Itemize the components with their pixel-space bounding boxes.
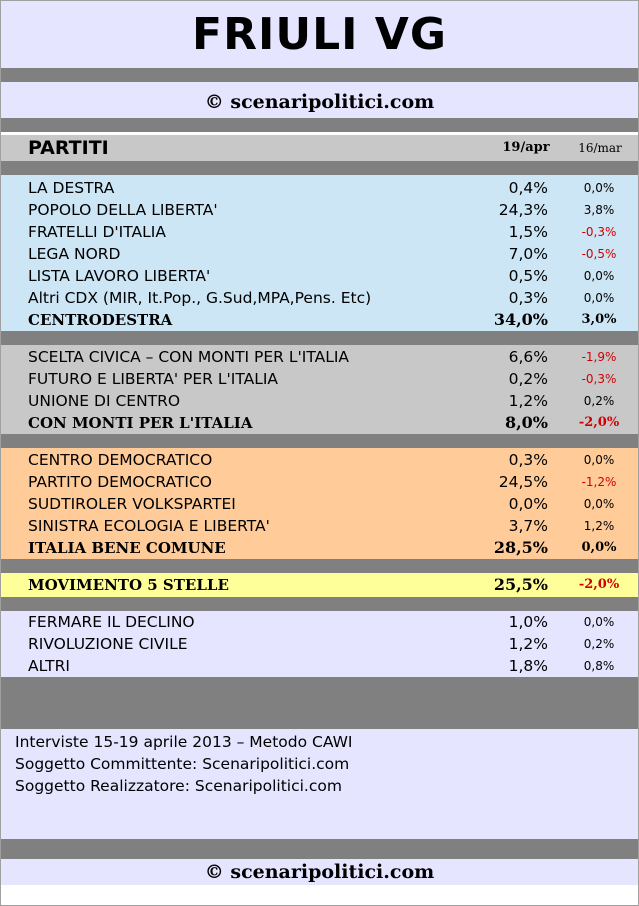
party-name: FUTURO E LIBERTA' PER L'ITALIA xyxy=(28,370,279,388)
party-change: 0,8% xyxy=(583,659,615,673)
table-row xyxy=(0,265,639,287)
party-change: 0,0% xyxy=(583,615,615,629)
separator-bar xyxy=(0,839,639,859)
note-line: Soggetto Realizzatore: Scenaripolitici.com xyxy=(15,777,342,795)
note-line: Interviste 15-19 aprile 2013 – Metodo CAWI xyxy=(15,733,353,751)
party-name: ALTRI xyxy=(28,657,70,675)
bottom-margin xyxy=(0,885,639,906)
coalition-value: 8,0% xyxy=(504,413,548,432)
coalition-name: CENTRODESTRA xyxy=(28,311,173,329)
coalition-name: CON MONTI PER L'ITALIA xyxy=(28,414,253,432)
group-others xyxy=(0,611,639,677)
separator-block xyxy=(0,677,639,729)
party-change: 0,0% xyxy=(583,291,615,305)
coalition-change: -2,0% xyxy=(578,415,620,430)
party-name: LEGA NORD xyxy=(28,245,121,263)
table-header xyxy=(0,135,639,161)
party-name: Altri CDX (MIR, It.Pop., G.Sud,MPA,Pens. Etc) xyxy=(28,289,372,307)
party-value: 1,2% xyxy=(508,392,548,410)
party-value: 0,3% xyxy=(508,289,548,307)
coalition-total-row xyxy=(0,537,639,559)
party-value: 6,6% xyxy=(508,348,548,366)
table-row xyxy=(0,449,639,471)
coalition-name: ITALIA BENE COMUNE xyxy=(28,539,226,557)
party-change: -0,3% xyxy=(581,225,617,239)
coalition-total-row xyxy=(0,574,639,596)
table-row xyxy=(0,346,639,368)
party-name: POPOLO DELLA LIBERTA' xyxy=(28,201,218,219)
separator-bar xyxy=(0,434,639,448)
group-italia-bene-comune xyxy=(0,448,639,559)
party-change: 0,0% xyxy=(583,269,615,283)
group-m5s xyxy=(0,573,639,597)
coalition-total-row xyxy=(0,309,639,331)
table-row xyxy=(0,177,639,199)
table-row xyxy=(0,368,639,390)
table-row xyxy=(0,655,639,677)
site-credit-bottom: © scenaripolitici.com xyxy=(0,859,639,885)
table-row xyxy=(0,243,639,265)
party-value: 1,8% xyxy=(508,657,548,675)
party-name: FERMARE IL DECLINO xyxy=(28,613,195,631)
coalition-change: 0,0% xyxy=(581,540,617,555)
party-name: LISTA LAVORO LIBERTA' xyxy=(28,267,211,285)
column-header-previous-date: 16/mar xyxy=(578,141,622,155)
party-change: 0,2% xyxy=(583,394,615,408)
coalition-change: -2,0% xyxy=(578,577,620,592)
separator-bar xyxy=(0,559,639,573)
party-change: -0,5% xyxy=(581,247,617,261)
party-change: 0,0% xyxy=(583,453,615,467)
table-row xyxy=(0,199,639,221)
party-change: 0,0% xyxy=(583,181,615,195)
party-change: 0,2% xyxy=(583,637,615,651)
methodology-notes xyxy=(0,729,639,839)
party-value: 3,7% xyxy=(508,517,548,535)
separator-bar xyxy=(0,331,639,345)
table-row xyxy=(0,390,639,412)
site-credit-top: © scenaripolitici.com xyxy=(0,82,639,118)
party-name: SUDTIROLER VOLKSPARTEI xyxy=(28,495,236,513)
party-value: 1,5% xyxy=(508,223,548,241)
coalition-name: MOVIMENTO 5 STELLE xyxy=(28,576,229,594)
party-name: SINISTRA ECOLOGIA E LIBERTA' xyxy=(28,517,270,535)
column-header-current-date: 19/apr xyxy=(502,140,550,155)
party-change: -1,2% xyxy=(581,475,617,489)
table-row xyxy=(0,633,639,655)
table-row xyxy=(0,611,639,633)
group-monti xyxy=(0,345,639,434)
separator-bar xyxy=(0,68,639,82)
party-value: 1,2% xyxy=(508,635,548,653)
note-line: Soggetto Committente: Scenaripolitici.com xyxy=(15,755,350,773)
party-name: CENTRO DEMOCRATICO xyxy=(28,451,213,469)
separator-bar xyxy=(0,597,639,611)
table-row xyxy=(0,493,639,515)
table-row xyxy=(0,221,639,243)
party-value: 0,5% xyxy=(508,267,548,285)
coalition-change: 3,0% xyxy=(581,312,617,327)
party-value: 24,3% xyxy=(498,201,548,219)
separator-bar xyxy=(0,118,639,132)
party-value: 1,0% xyxy=(508,613,548,631)
party-value: 0,3% xyxy=(508,451,548,469)
party-value: 7,0% xyxy=(508,245,548,263)
coalition-value: 25,5% xyxy=(493,575,548,594)
party-value: 0,4% xyxy=(508,179,548,197)
party-change: -0,3% xyxy=(581,372,617,386)
party-value: 24,5% xyxy=(498,473,548,491)
party-name: SCELTA CIVICA – CON MONTI PER L'ITALIA xyxy=(28,348,350,366)
table-row xyxy=(0,515,639,537)
region-title: FRIULI VG xyxy=(0,0,639,68)
party-name: LA DESTRA xyxy=(28,179,115,197)
party-change: -1,9% xyxy=(581,350,617,364)
column-header-parties: PARTITI xyxy=(28,137,109,159)
party-change: 3,8% xyxy=(583,203,615,217)
coalition-value: 28,5% xyxy=(493,538,548,557)
table-row xyxy=(0,287,639,309)
party-change: 1,2% xyxy=(583,519,615,533)
party-value: 0,2% xyxy=(508,370,548,388)
separator-bar xyxy=(0,161,639,175)
party-name: FRATELLI D'ITALIA xyxy=(28,223,166,241)
coalition-value: 34,0% xyxy=(493,310,548,329)
party-value: 0,0% xyxy=(508,495,548,513)
party-name: PARTITO DEMOCRATICO xyxy=(28,473,212,491)
party-change: 0,0% xyxy=(583,497,615,511)
group-centrodestra xyxy=(0,175,639,331)
party-name: RIVOLUZIONE CIVILE xyxy=(28,635,188,653)
table-row xyxy=(0,471,639,493)
coalition-total-row xyxy=(0,412,639,434)
party-name: UNIONE DI CENTRO xyxy=(28,392,181,410)
